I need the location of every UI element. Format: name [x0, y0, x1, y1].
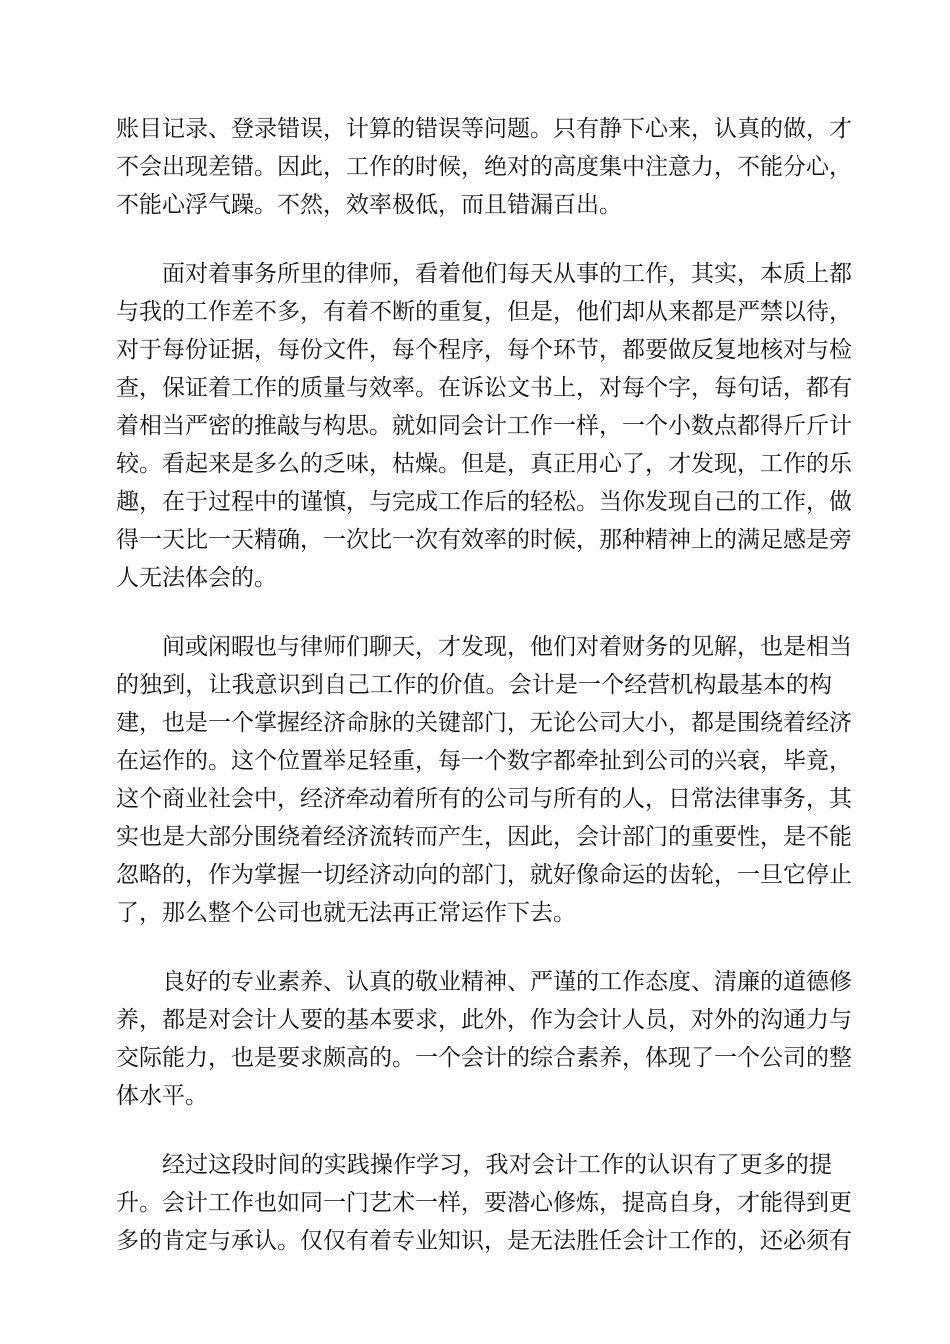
text-line: 忽略的，作为掌握一切经济动向的部门，就好像命运的齿轮，一旦它停止 [116, 862, 852, 888]
text-line: 升。会计工作也如同一门艺术一样，要潜心修炼，提高自身，才能得到更 [116, 1190, 852, 1216]
text-line: 得一天比一天精确，一次比一次有效率的时候，那种精神上的满足感是旁 [116, 527, 852, 553]
text-line: 人无法体会的。 [116, 565, 277, 591]
paragraph-2 [116, 255, 852, 597]
text-line: 体水平。 [116, 1083, 208, 1109]
text-line: 良好的专业素养、认真的敬业精神、严谨的工作态度、清廉的道德修 [162, 969, 852, 995]
text-line: 实也是大部分围绕着经济流转而产生，因此，会计部门的重要性，是不能 [116, 824, 852, 850]
text-line: 着相当严密的推敲与构思。就如同会计工作一样，一个小数点都得斤斤计 [116, 413, 852, 439]
text-line: 的独到，让我意识到自己工作的价值。会计是一个经营机构最基本的构 [116, 672, 832, 698]
text-line: 经过这段时间的实践操作学习，我对会计工作的认识有了更多的提 [162, 1152, 832, 1178]
paragraph-3 [116, 628, 852, 932]
text-line: 面对着事务所里的律师，看着他们每天从事的工作，其实，本质上都 [162, 261, 852, 287]
text-line: 账目记录、登录错误，计算的错误等问题。只有静下心来，认真的做，才 [116, 116, 852, 142]
paragraph-5 [116, 1146, 852, 1260]
text-line: 趣，在于过程中的谨慎，与完成工作后的轻松。当你发现自己的工作，做 [116, 489, 852, 515]
text-line: 较。看起来是多么的乏味，枯燥。但是，真正用心了，才发现，工作的乐 [116, 451, 852, 477]
text-line: 查，保证着工作的质量与效率。在诉讼文书上，对每个字，每句话，都有 [116, 375, 852, 401]
text-line: 多的肯定与承认。仅仅有着专业知识，是无法胜任会计工作的，还必须有 [116, 1228, 852, 1254]
text-line: 与我的工作差不多，有着不断的重复，但是，他们却从来都是严禁以待， [116, 299, 852, 325]
text-line: 养，都是对会计人要的基本要求，此外，作为会计人员，对外的沟通力与 [116, 1007, 852, 1033]
text-line: 这个商业社会中，经济牵动着所有的公司与所有的人，日常法律事务，其 [116, 786, 852, 812]
text-line: 在运作的。这个位置举足轻重，每一个数字都牵扯到公司的兴衰，毕竟， [116, 748, 852, 774]
document-body [116, 110, 852, 1260]
text-line: 建，也是一个掌握经济命脉的关键部门，无论公司大小，都是围绕着经济 [116, 710, 852, 736]
text-line: 不会出现差错。因此，工作的时候，绝对的高度集中注意力，不能分心， [116, 154, 852, 180]
paragraph-4 [116, 963, 852, 1115]
text-line: 交际能力，也是要求颇高的。一个会计的综合素养，体现了一个公司的整 [116, 1045, 852, 1071]
text-line: 不能心浮气躁。不然，效率极低，而且错漏百出。 [116, 192, 622, 218]
text-line: 间或闲暇也与律师们聊天，才发现，他们对着财务的见解，也是相当 [162, 634, 852, 660]
paragraph-1 [116, 110, 852, 224]
text-line: 了，那么整个公司也就无法再正常运作下去。 [116, 900, 576, 926]
text-line: 对于每份证据，每份文件，每个程序，每个环节，都要做反复地核对与检 [116, 337, 852, 363]
